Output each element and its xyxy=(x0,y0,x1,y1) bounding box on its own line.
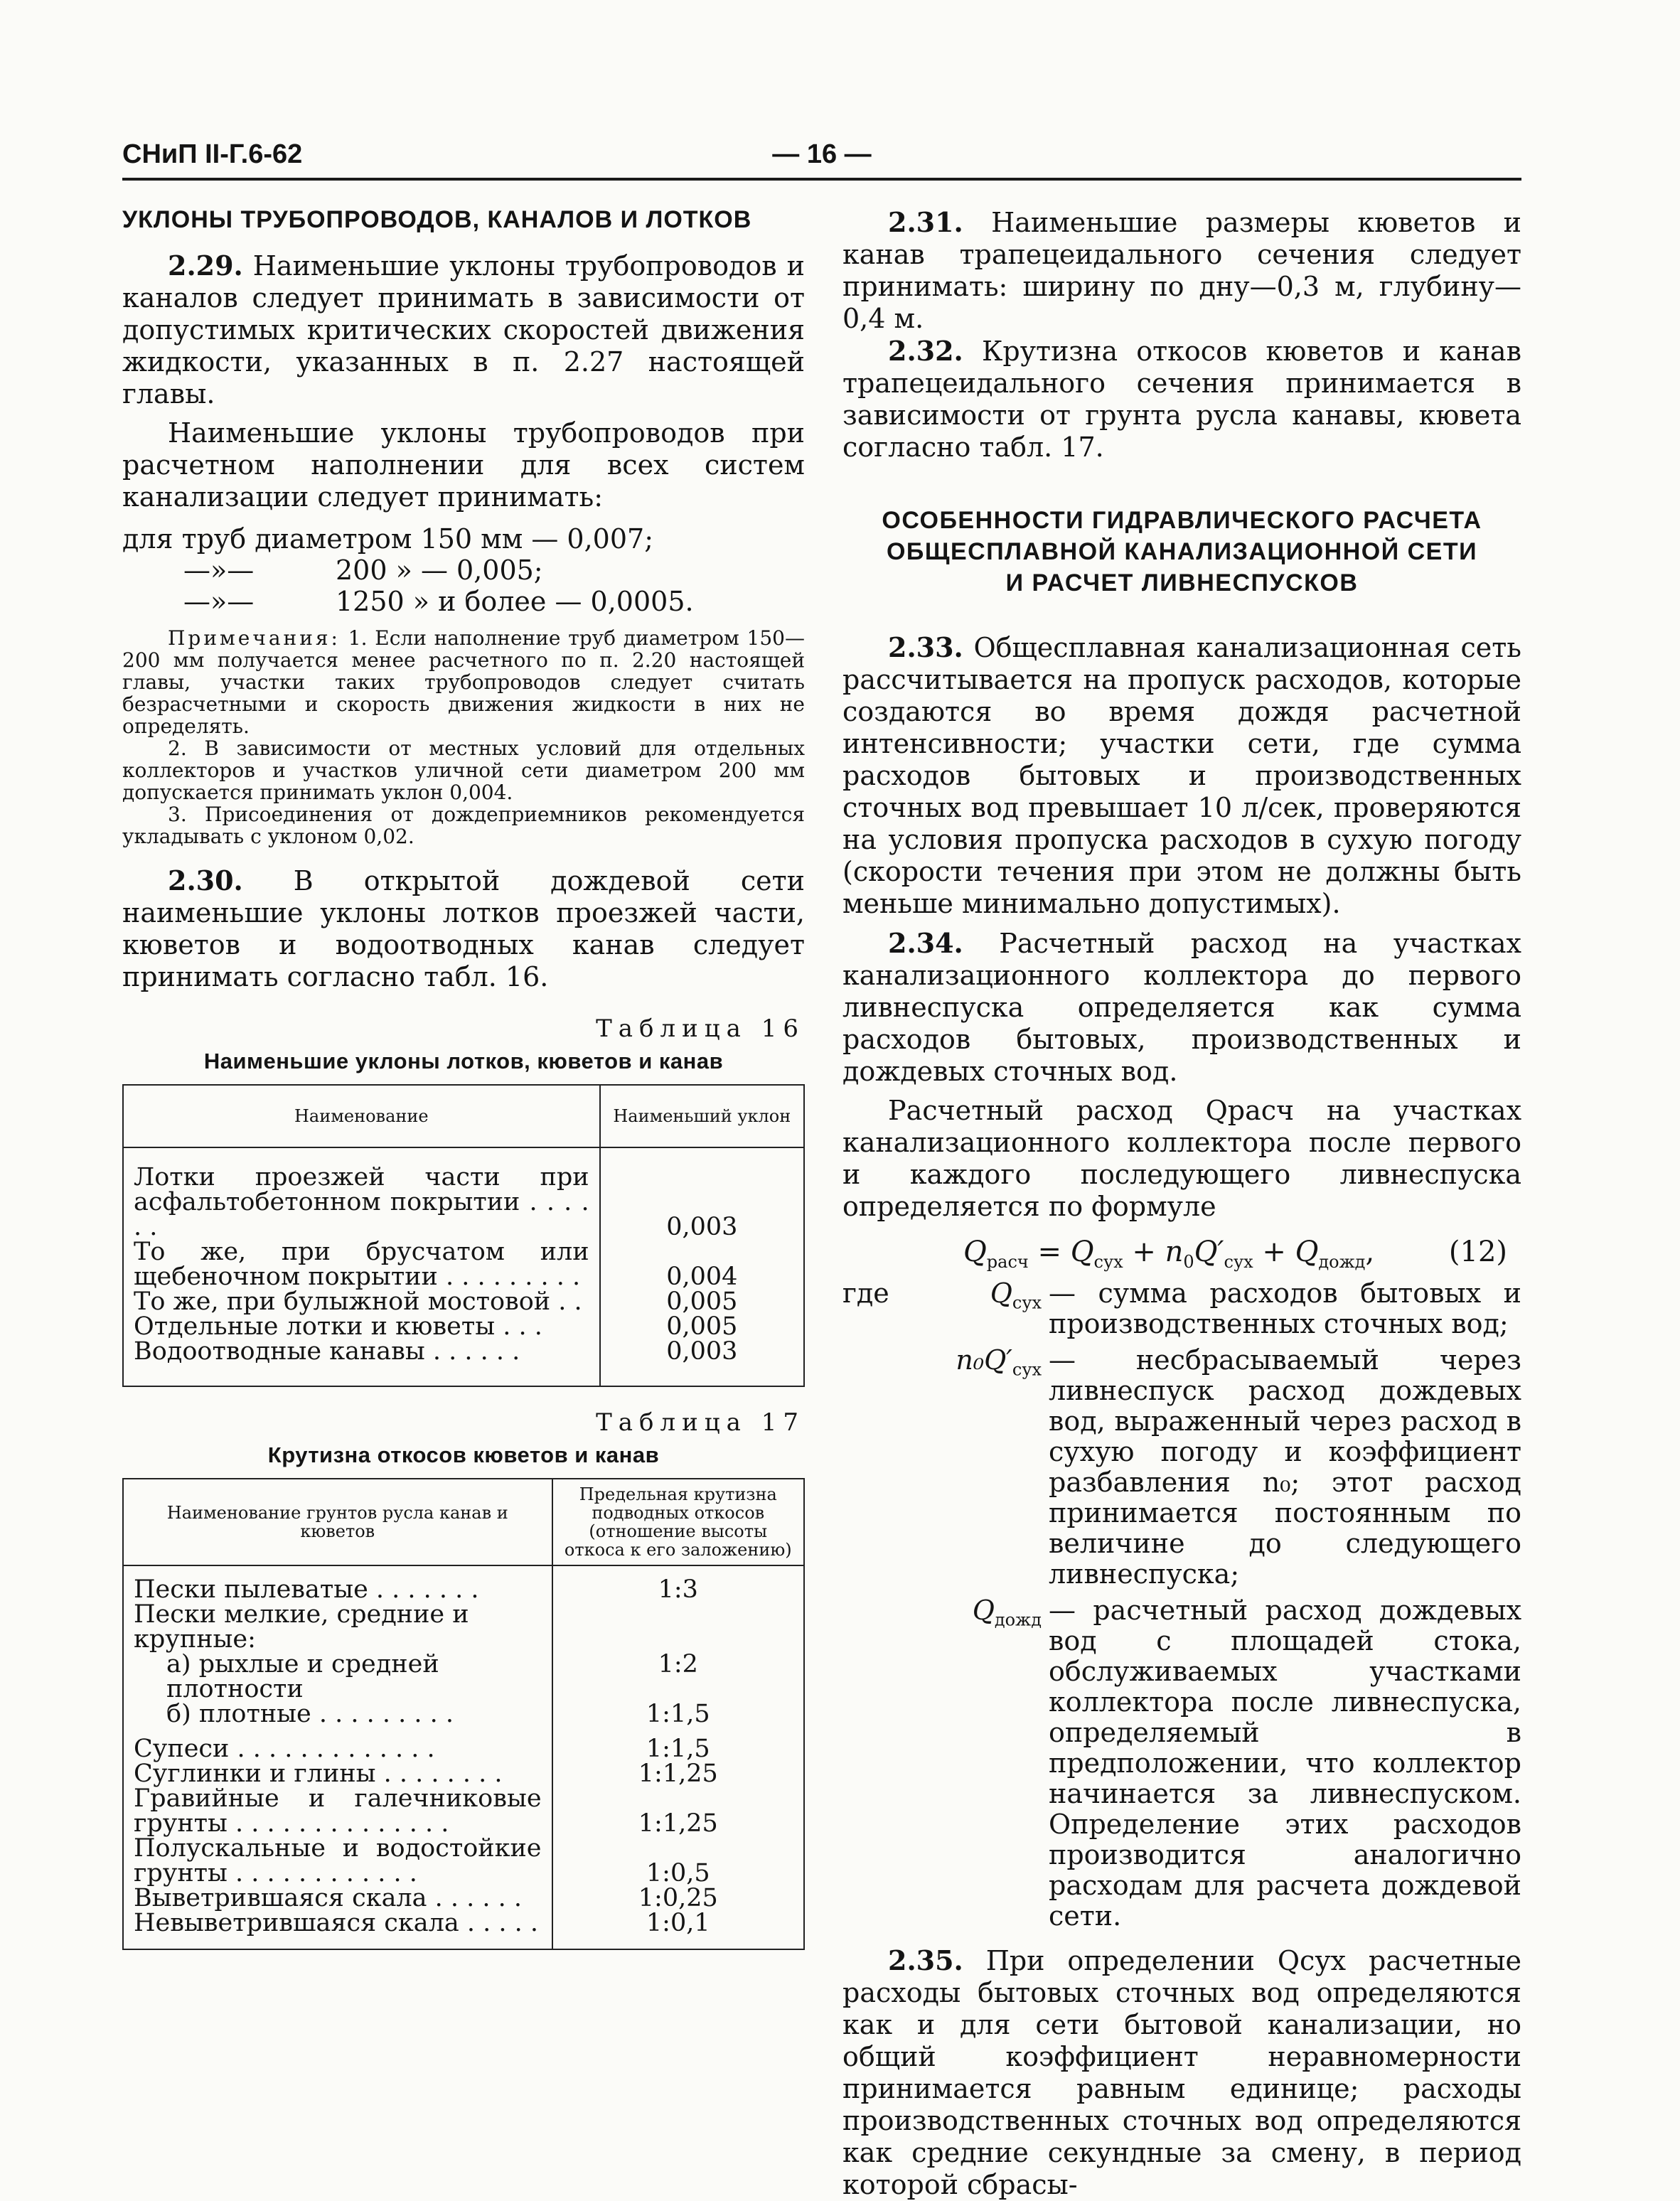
paragraph-text: Наименьшие размеры кюветов и канав трапецеидального сечения следует принимать: ширину по дну—0,3 м, глубину—0,4 м. xyxy=(842,207,1521,334)
paragraph-text: В открытой дождевой сети наименьшие уклоны лотков проезжей части, кюветов и водоотводных канав следует принимать согласно табл. 16. xyxy=(122,865,805,992)
definition-q-rain xyxy=(842,1595,1521,1932)
table-row xyxy=(123,1314,804,1339)
table-row xyxy=(123,1727,804,1762)
definition-text: — несбрасываемый через ливнеспуск расход дождевых вод, выраженный через расход в сухую погоду и коэффициент разбавления n₀; этот расход принимается постоянным по величине до следующего ливнеспуска; xyxy=(1049,1344,1521,1590)
left-column xyxy=(122,206,805,1950)
paragraph-2-29-b: Наименьшие уклоны трубопроводов при расчетном наполнении для всех систем канализации следует принимать: xyxy=(122,417,805,513)
table-header-value: Наименьший уклон xyxy=(600,1085,804,1147)
definition-symbol: $n_0Q'_{сух}$ xyxy=(956,1344,1042,1380)
table-cell-value: 1:0,25 xyxy=(552,1886,804,1911)
table-cell-value: 0,005 xyxy=(600,1314,804,1339)
table-16-caption: Таблица 16 xyxy=(596,1014,805,1043)
paragraph-2-29 xyxy=(122,250,805,410)
table-cell-value: 0,004 xyxy=(600,1240,804,1290)
table-cell-value: 1:0,5 xyxy=(552,1836,804,1886)
table-cell-value: 1:2 xyxy=(552,1652,804,1702)
table-cell-name: а) рыхлые и средней плотности xyxy=(123,1652,552,1702)
table-row xyxy=(123,1836,804,1886)
note-1 xyxy=(122,627,805,737)
right-column xyxy=(842,206,1521,2201)
section-title-line: И РАСЧЕТ ЛИВНЕСПУСКОВ xyxy=(1005,569,1359,596)
note-2: 2. В зависимости от местных условий для отдельных коллекторов и участков уличной сети диаметром 200 мм допускается принимать уклон 0,004. xyxy=(122,737,805,804)
definition-symbol: $Q_{дожд}$ xyxy=(972,1595,1042,1630)
paragraph-text: Общесплавная канализационная сеть рассчитывается на пропуск расходов, которые создаются во время дождя расчетной интенсивности; участки сети, где сумма расходов бытовых и производственных сточных вод превышает 10 л/сек, проверяются на условия пропуска расходов в сухую погоду (скорости течения при этом не должны быть меньше минимально допустимых). xyxy=(842,632,1521,919)
list-item: для труб диаметром 150 мм — 0,007; xyxy=(122,523,654,555)
table-header-name: Наименование xyxy=(123,1085,600,1147)
formula-number: (12) xyxy=(1448,1236,1507,1268)
table-cell-value: 1:1,25 xyxy=(552,1762,804,1787)
table-row xyxy=(123,1787,804,1836)
table-row xyxy=(123,1652,804,1702)
paragraph-2-32 xyxy=(842,335,1521,464)
table-row xyxy=(123,1165,804,1240)
paragraph-number: 2.29. xyxy=(168,250,243,282)
paragraph-number: 2.34. xyxy=(888,927,963,959)
section-title-line: ОСОБЕННОСТИ ГИДРАВЛИЧЕСКОГО РАСЧЕТА xyxy=(882,507,1482,534)
paragraph-text: Расчетный расход на участках канализационного коллектора до первого ливнеспуска определяется как сумма расходов бытовых, производственных и дождевых сточных вод. xyxy=(842,928,1521,1087)
table-cell-name: Выветрившаяся скала . . . . . . xyxy=(123,1886,552,1911)
table-17-title: Крутизна откосов кюветов и канав xyxy=(267,1442,660,1467)
table-cell-value xyxy=(552,1602,804,1652)
list-item: 200 » — 0,005; xyxy=(336,555,543,586)
notes-heading: Примечания: xyxy=(168,626,341,650)
definition-q-dry xyxy=(842,1278,1521,1339)
page-number: — 16 — xyxy=(772,139,872,169)
formula-definitions xyxy=(842,1278,1521,1932)
definition-symbol: $Q_{сух}$ xyxy=(990,1278,1042,1313)
table-row xyxy=(123,1339,804,1364)
table-cell-name: Суглинки и глины . . . . . . . . xyxy=(123,1762,552,1787)
table-cell-name: Невыветрившаяся скала . . . . . xyxy=(123,1911,552,1936)
paragraph-text: При определении Qсух расчетные расходы бытовых сточных вод определяются как и для сети бытовой канализации, но общий коэффициент неравномерности принимается равным единице; расходы производственных сточных вод определяются как средние секундные за смену, в период которой сбрасы- xyxy=(842,1945,1521,2200)
paragraph-number: 2.30. xyxy=(168,864,243,896)
section-title-slopes: УКЛОНЫ ТРУБОПРОВОДОВ, КАНАЛОВ И ЛОТКОВ xyxy=(122,206,752,233)
section-title-line: ОБЩЕСПЛАВНОЙ КАНАЛИЗАЦИОННОЙ СЕТИ xyxy=(886,538,1478,565)
paragraph-number: 2.31. xyxy=(888,206,963,238)
table-cell-value: 0,003 xyxy=(600,1339,804,1364)
paragraph-2-34 xyxy=(842,927,1521,1088)
table-cell-value: 1:1,25 xyxy=(552,1787,804,1836)
paragraph-number: 2.35. xyxy=(888,1944,963,1976)
table-cell-name: Пески пылеватые . . . . . . . xyxy=(123,1578,552,1602)
table-17-caption: Таблица 17 xyxy=(596,1408,805,1437)
table-cell-name: Лотки проезжей части при асфальтобетонном покрытии . . . . . . xyxy=(123,1165,600,1240)
table-row xyxy=(123,1602,804,1652)
section-title-hydraulics xyxy=(842,505,1521,599)
paragraph-number: 2.32. xyxy=(888,335,963,367)
table-header-name: Наименование грунтов русла канав и кюветов xyxy=(123,1479,552,1565)
table-header-value: Предельная крутизна подводных откосов (отношение высоты откоса к его заложению) xyxy=(552,1479,804,1565)
table-16-title: Наименьшие уклоны лотков, кюветов и канав xyxy=(203,1049,724,1073)
table-cell-name: Супеси . . . . . . . . . . . . . xyxy=(123,1727,552,1762)
notes-block xyxy=(122,627,805,847)
table-cell-value: 1:1,5 xyxy=(552,1702,804,1727)
paragraph-2-33 xyxy=(842,631,1521,920)
table-cell-value: 0,003 xyxy=(600,1165,804,1240)
paragraph-2-30 xyxy=(122,864,805,993)
table-cell-value: 1:1,5 xyxy=(552,1727,804,1762)
table-cell-name: Полускальные и водостойкие грунты . . . . . . . . . . . . xyxy=(123,1836,552,1886)
table-row xyxy=(123,1911,804,1936)
definition-text: — расчетный расход дождевых вод с площадей стока, обслуживаемых участками коллектора после ливнеспуска, определяемый в предположении, что коллектор начинается за ливнеспуском. Определение этих расходов производится аналогично расходам для расчета дождевой сети. xyxy=(1049,1595,1521,1932)
table-row xyxy=(123,1290,804,1314)
list-ditto: —»— xyxy=(183,555,255,586)
paragraph-2-31 xyxy=(842,206,1521,335)
list-item: 1250 » и более — 0,0005. xyxy=(336,586,694,617)
table-cell-name: Отдельные лотки и кюветы . . . xyxy=(123,1314,600,1339)
table-cell-value: 1:3 xyxy=(552,1578,804,1602)
paragraph-text: Наименьшие уклоны трубопроводов и каналов следует принимать в зависимости от допустимых критических скоростей движения жидкости, указанных в п. 2.27 настоящей главы. xyxy=(122,250,805,409)
document-code: СНиП II-Г.6-62 xyxy=(122,139,303,169)
note-text: 1. Если наполнение труб диаметром 150—200 мм получается менее расчетного по п. 2.20 настоящей главы, участки таких трубопроводов следует считать безрасчетными и скорость движения жидкости в них не определять. xyxy=(122,626,805,738)
table-16 xyxy=(122,1084,805,1387)
table-17 xyxy=(122,1478,805,1950)
where-label: где xyxy=(842,1278,889,1309)
table-cell-name: б) плотные . . . . . . . . . xyxy=(123,1702,552,1727)
table-cell-value: 0,005 xyxy=(600,1290,804,1314)
formula-12 xyxy=(842,1228,1521,1278)
paragraph-number: 2.33. xyxy=(888,631,963,663)
note-3: 3. Присоединения от дождеприемников рекомендуется укладывать с уклоном 0,02. xyxy=(122,803,805,848)
table-row xyxy=(123,1702,804,1727)
paragraph-text: Крутизна откосов кюветов и канав трапецеидального сечения принимается в зависимости от грунта русла канавы, кювета согласно табл. 17. xyxy=(842,336,1521,463)
table-row xyxy=(123,1886,804,1911)
definition-n0-q-dry xyxy=(842,1345,1521,1590)
table-cell-name: Водоотводные канавы . . . . . . xyxy=(123,1339,600,1364)
table-cell-value: 1:0,1 xyxy=(552,1911,804,1936)
table-cell-name: То же, при брусчатом или щебеночном покрытии . . . . . . . . . xyxy=(123,1240,600,1290)
list-ditto: —»— xyxy=(183,586,255,617)
table-cell-name: То же, при булыжной мостовой . . xyxy=(123,1290,600,1314)
table-row xyxy=(123,1240,804,1290)
table-row xyxy=(123,1578,804,1602)
slope-list xyxy=(122,523,805,617)
table-cell-name: Пески мелкие, средние и крупные: xyxy=(123,1602,552,1652)
table-row xyxy=(123,1762,804,1787)
paragraph-2-35 xyxy=(842,1944,1521,2201)
definition-text: — сумма расходов бытовых и производственных сточных вод; xyxy=(1049,1278,1521,1339)
page-header xyxy=(122,139,1521,181)
formula-expression: $Q_{расч} = Q_{сух} + n_0Q'_{сух} + Q_{дожд}$, xyxy=(963,1236,1375,1272)
paragraph-2-34-b: Расчетный расход Qрасч на участках канализационного коллектора после первого и каждого последующего ливнеспуска определяется по формуле xyxy=(842,1095,1521,1222)
table-cell-name: Гравийные и галечниковые грунты . . . . . . . . . . . . . . xyxy=(123,1787,552,1836)
